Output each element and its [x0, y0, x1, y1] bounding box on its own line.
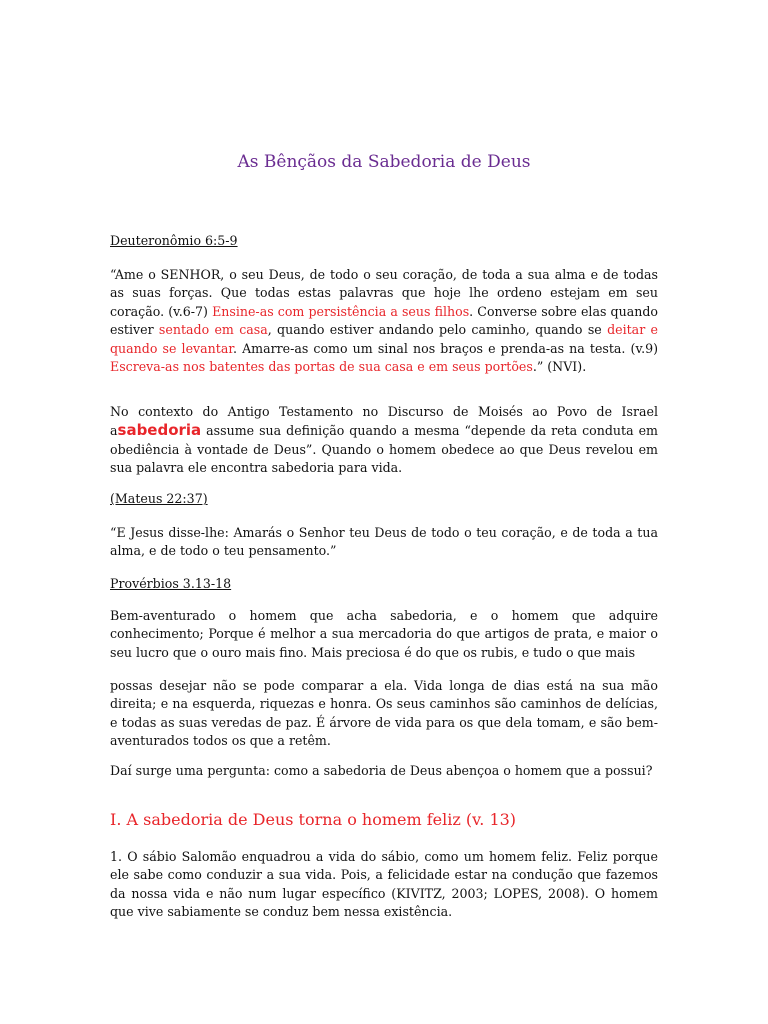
- proverbios-paragraph-2: possas desejar não se pode comparar a ela. Vida longa de dias está na sua mão direita; e na esquerda, riquezas e honra. Os seus caminhos são caminhos de delícias, e todas as suas veredas de paz. É árvore de vida para os que dela tomam, e são bem-aventurados todos os que a retêm.: [110, 678, 658, 749]
- deut-highlight-4: Escreva-as nos batentes das portas de sua casa e em seus portões: [110, 359, 533, 375]
- point-1-paragraph: 1. O sábio Salomão enquadrou a vida do sábio, como um homem feliz. Feliz porque ele sabe como conduzir a sua vida. Pois, a felicidade estar na condução que fazemos da nossa vida e não num lugar específico (KIVITZ, 2003; LOPES, 2008). O homem que vive sabiamente se conduz bem nessa existência.: [110, 849, 658, 920]
- deut-text-4: . Amarre-as como um sinal nos braços e prenda-as na testa. (v.9): [232, 340, 658, 356]
- deut-highlight-2: sentado em casa: [158, 322, 268, 338]
- section-heading-1: I. A sabedoria de Deus torna o homem feliz (v. 13): [110, 810, 517, 829]
- mateus-paragraph: “E Jesus disse-lhe: Amarás o Senhor teu Deus de todo o teu coração, e de toda a tua alma, e de todo o teu pensamento.”: [110, 525, 658, 559]
- deut-text-3: , quando estiver andando pelo caminho, quando se: [267, 322, 608, 338]
- context-text-1: No contexto do Antigo Testamento no Discurso de Moisés ao Povo de Israel a: [110, 404, 658, 439]
- context-highlight-sabedoria: sabedoria: [117, 421, 202, 440]
- deut-highlight-1: Ensine-as com persistência a seus filhos: [212, 303, 470, 319]
- context-paragraph: [110, 403, 658, 478]
- context-text-2: assume sua definição quando a mesma “depende da reta conduta em obediência à vontade de Deus”. Quando o homem obedece ao que Deus revelou em sua palavra ele encontra sabedoria para vida.: [110, 423, 658, 476]
- deut-highlight-3: deitar e quando se levantar: [110, 322, 658, 356]
- deut-text-1: “Ame o SENHOR, o seu Deus, de todo o seu coração, de toda a sua alma e de todas as suas forças. Que todas estas palavras que hoje lhe ordeno estejam em seu coração. (v.6-7): [110, 267, 658, 319]
- question-paragraph: Daí surge uma pergunta: como a sabedoria de Deus abençoa o homem que a possui?: [110, 763, 653, 778]
- document-title: As Bênçãos da Sabedoria de Deus: [237, 152, 531, 172]
- reference-proverbios: Provérbios 3.13-18: [110, 576, 232, 591]
- proverbios-paragraph-1: Bem-aventurado o homem que acha sabedoria, e o homem que adquire conhecimento; Porque é melhor a sua mercadoria do que artigos de prata, e maior o seu lucro que o ouro mais fino. Mais preciosa é do que os rubis, e tudo o que mais: [110, 608, 658, 660]
- deut-text-2: . Converse sobre elas quando estiver: [110, 303, 658, 338]
- deuteronomio-paragraph: [110, 266, 658, 376]
- deut-text-5: .” (NVI).: [532, 359, 587, 375]
- reference-deuteronomio: Deuteronômio 6:5-9: [110, 233, 238, 248]
- reference-mateus: (Mateus 22:37): [110, 491, 208, 506]
